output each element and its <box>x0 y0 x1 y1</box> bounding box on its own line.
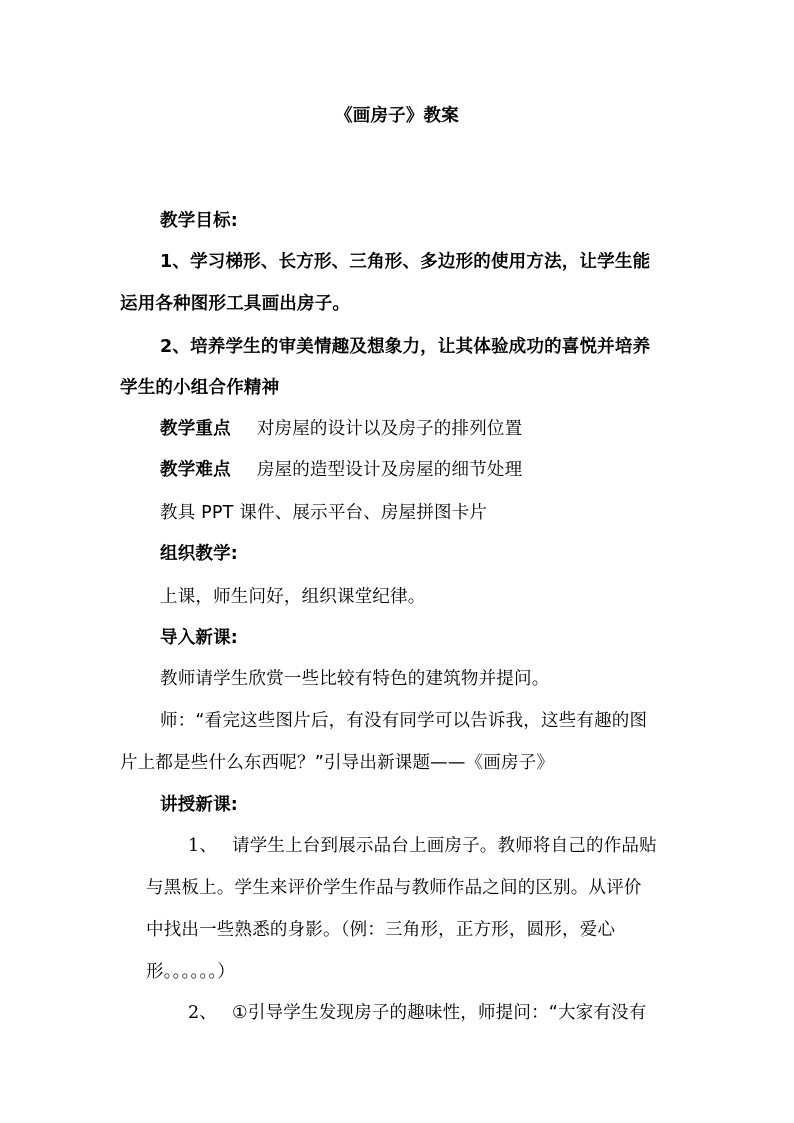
objective-2-line-1: 2、培养学生的审美情趣及想象力，让其体验成功的喜悦并培养 <box>160 337 651 357</box>
step-1-line-4: 形。。。。。。） <box>146 962 236 982</box>
step-1-line-1 <box>188 838 657 856</box>
lecture-heading: 讲授新课: <box>160 795 238 815</box>
intro-line-1: 教师请学生欣赏一些比较有特色的建筑物并提问。 <box>160 669 550 689</box>
difficulty-text: 房屋的造型设计及房屋的细节处理 <box>256 460 523 480</box>
difficulty-label: 教学难点 <box>160 460 231 480</box>
organize-heading: 组织教学: <box>160 544 238 564</box>
step-1-text: 请学生上台到展示品台上画房子。教师将自己的作品贴 <box>232 836 657 856</box>
teaching-tools: 教具 PPT 课件、展示平台、房屋拼图卡片 <box>160 503 488 523</box>
objective-1-line-1: 1、学习梯形、长方形、三角形、多边形的使用方法，让学生能 <box>160 252 651 272</box>
objectives-heading: 教学目标: <box>160 211 238 231</box>
step-1-number: 1、 <box>188 836 218 856</box>
key-point-text: 对房屋的设计以及房子的排列位置 <box>256 419 523 439</box>
document-title: 《画房子》教案 <box>335 106 459 126</box>
key-point-label: 教学重点 <box>160 419 231 439</box>
objective-1-line-2: 运用各种图形工具画出房子。 <box>120 294 351 314</box>
intro-line-2: 师：“看完这些图片后，有没有同学可以告诉我，这些有趣的图 <box>160 711 648 731</box>
step-1-line-2: 与黑板上。学生来评价学生作品与教师作品之间的区别。从评价 <box>146 878 642 898</box>
intro-heading: 导入新课: <box>160 628 238 648</box>
step-2-number: 2、 <box>188 1003 218 1023</box>
step-1-line-3: 中找出一些熟悉的身影。（例：三角形，正方形，圆形，爱心 <box>146 920 616 940</box>
key-point-row <box>160 421 522 439</box>
objective-2-line-2: 学生的小组合作精神 <box>120 378 280 398</box>
difficulty-row <box>160 462 522 480</box>
step-2-text: ①引导学生发现房子的趣味性，师提问：“大家有没有 <box>232 1003 647 1023</box>
step-2-line-1 <box>188 1005 647 1023</box>
intro-line-3: 片上都是些什么东西呢？”引导出新课题——《画房子》 <box>120 753 555 773</box>
organize-text: 上课，师生问好，组织课堂纪律。 <box>160 587 426 607</box>
